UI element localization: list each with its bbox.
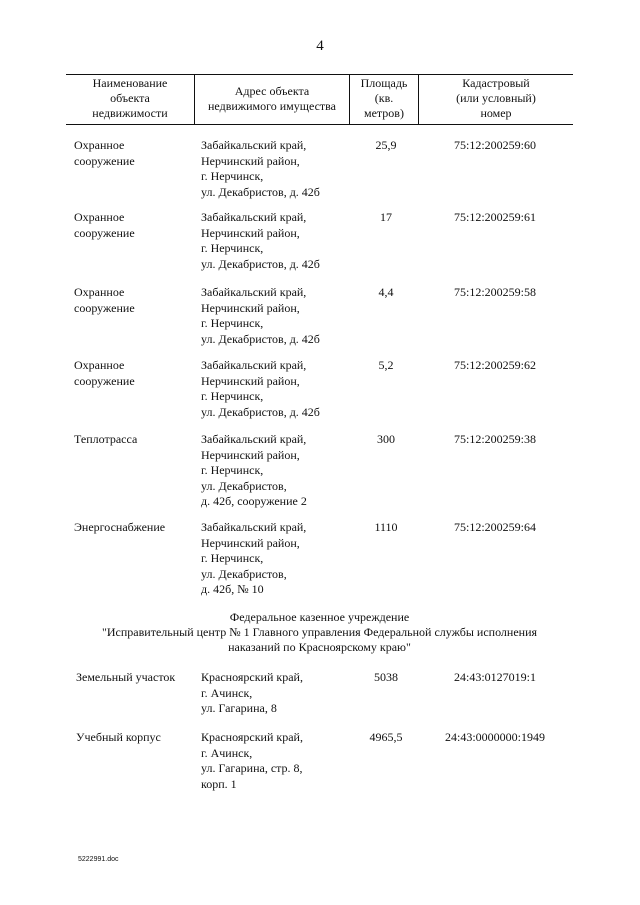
row-area: 4,4 xyxy=(378,285,394,299)
row-name: Учебный корпус xyxy=(76,730,161,744)
row-area: 5038 xyxy=(374,670,398,684)
row-cadastral: 75:12:200259:60 xyxy=(453,138,536,152)
row-area: 25,9 xyxy=(375,138,397,152)
header-address: Адрес объекта недвижимого имущества xyxy=(208,84,336,113)
row-area: 300 xyxy=(377,432,395,446)
row-cadastral: 75:12:200259:61 xyxy=(453,210,536,224)
row-cadastral: 75:12:200259:58 xyxy=(453,285,536,299)
row-area: 4965,5 xyxy=(369,730,403,744)
row-name: Охранное сооружение xyxy=(74,210,135,240)
document-filename: 5222991.doc xyxy=(78,856,119,863)
row-cadastral: 24:43:0000000:1949 xyxy=(444,730,545,744)
row-area: 17 xyxy=(380,210,392,224)
row-cadastral: 75:12:200259:62 xyxy=(453,358,536,372)
row-name: Охранное сооружение xyxy=(74,138,135,168)
section-line: Федеральное казенное учреждение xyxy=(229,610,410,624)
row-cadastral: 75:12:200259:64 xyxy=(453,520,536,534)
row-address: Красноярский край, г. Ачинск, ул. Гагарина, 8 xyxy=(201,670,303,715)
row-address: Забайкальский край, Нерчинский район, г. Нерчинск, ул. Декабристов, д. 42б, сооружение 2 xyxy=(201,432,307,508)
row-cadastral: 24:43:0127019:1 xyxy=(453,670,536,684)
row-cadastral: 75:12:200259:38 xyxy=(453,432,536,446)
header-cadastral: Кадастровый (или условный) номер xyxy=(456,76,536,120)
row-area: 1110 xyxy=(374,520,398,534)
header-bottom-rule xyxy=(66,124,573,125)
header-area: Площадь (кв. метров) xyxy=(360,76,408,120)
section-line: "Исправительный центр № 1 Главного управления Федеральной службы исполнения xyxy=(101,625,538,639)
row-name: Охранное сооружение xyxy=(74,358,135,388)
row-name: Энергоснабжение xyxy=(74,520,166,534)
row-address: Забайкальский край, Нерчинский район, г. Нерчинск, ул. Декабристов, д. 42б, № 10 xyxy=(201,520,307,596)
row-address: Забайкальский край, Нерчинский район, г. Нерчинск, ул. Декабристов, д. 42б xyxy=(201,138,320,199)
row-name: Теплотрасса xyxy=(74,432,138,446)
table-top-rule xyxy=(66,74,573,75)
row-address: Красноярский край, г. Ачинск, ул. Гагарина, стр. 8, корп. 1 xyxy=(201,730,303,791)
row-address: Забайкальский край, Нерчинский район, г. Нерчинск, ул. Декабристов, д. 42б xyxy=(201,210,320,271)
page-number: 4 xyxy=(316,38,324,54)
row-name: Земельный участок xyxy=(76,670,176,684)
row-area: 5,2 xyxy=(378,358,394,372)
row-address: Забайкальский край, Нерчинский район, г. Нерчинск, ул. Декабристов, д. 42б xyxy=(201,285,320,346)
row-address: Забайкальский край, Нерчинский район, г. Нерчинск, ул. Декабристов, д. 42б xyxy=(201,358,320,419)
header-name: Наименование объекта недвижимости xyxy=(92,76,168,120)
section-line: наказаний по Красноярскому краю" xyxy=(228,640,411,654)
row-name: Охранное сооружение xyxy=(74,285,135,315)
